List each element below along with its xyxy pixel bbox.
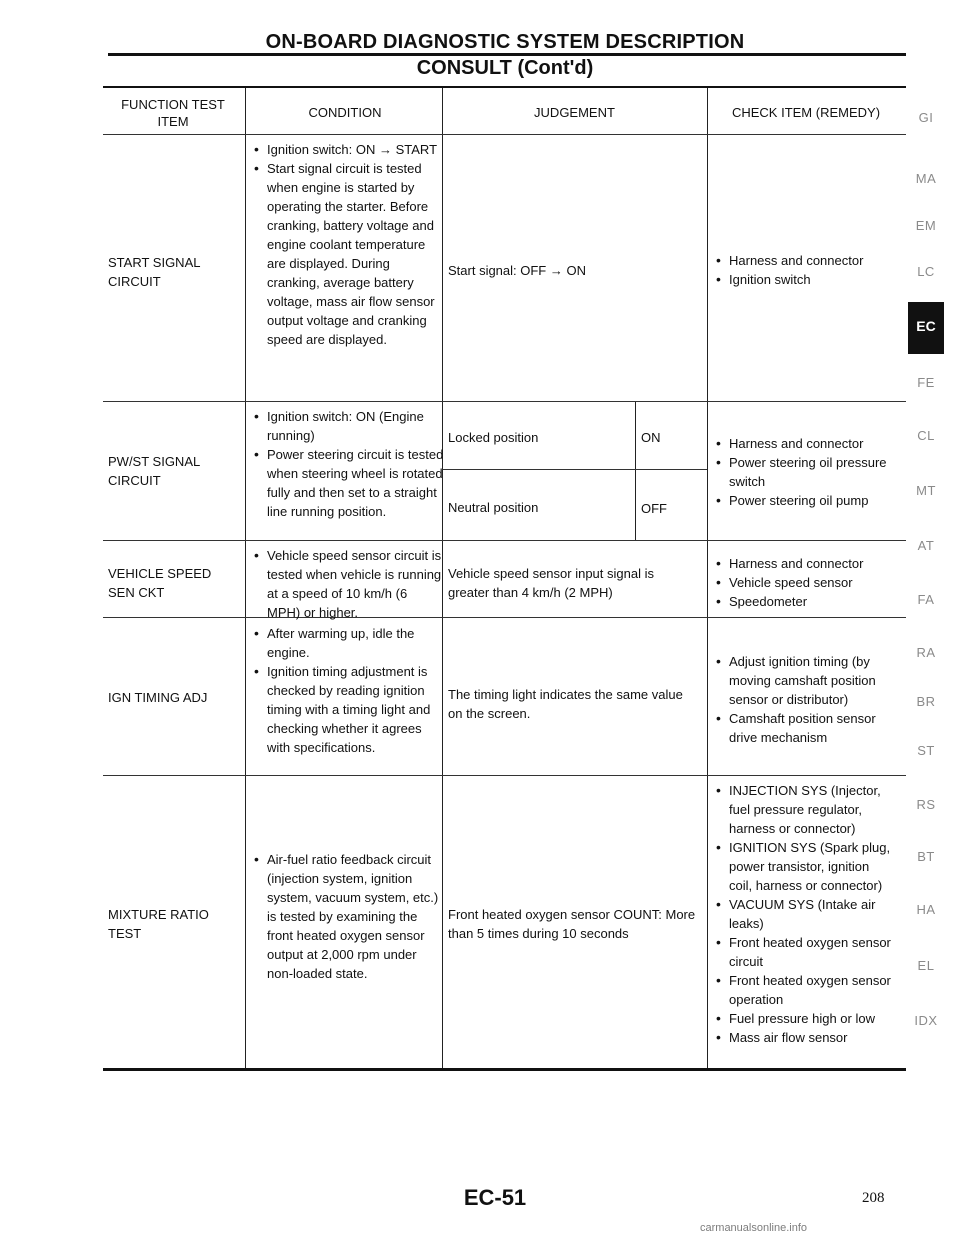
judgement-subdivider — [635, 402, 636, 540]
page-title: ON-BOARD DIAGNOSTIC SYSTEM DESCRIPTION — [265, 31, 745, 53]
column-header-check-item: CHECK ITEM (REMEDY) — [731, 105, 881, 120]
watermark: carmanualsonline.info — [700, 1222, 808, 1234]
row-divider — [103, 617, 906, 618]
judgement-value-off: OFF — [641, 501, 667, 516]
side-tab-ma[interactable]: MA — [915, 171, 937, 186]
condition-item: • Start signal circuit is tested when engine is started by operating the starter. Before cranking, battery voltage and engine coolant temperature are displayed. During cranking, average battery voltage, mass air flow sensor output voltage and cranking speed are displayed. — [254, 159, 444, 349]
condition-item: • Ignition switch: ON → START — [254, 140, 444, 159]
judgement-text: The timing light indicates the same value on the screen. — [448, 687, 683, 721]
row-divider — [103, 540, 906, 541]
section-page-reference: EC-51 — [463, 1185, 527, 1210]
side-tab-st[interactable]: ST — [917, 743, 935, 758]
table-row-item: IGN TIMING ADJ — [108, 690, 208, 705]
column-header-function-test-item: FUNCTION TEST ITEM — [121, 97, 225, 129]
judgement-value-on: ON — [641, 430, 661, 445]
side-tab-ec-active[interactable]: EC — [908, 302, 944, 354]
condition-list — [254, 546, 444, 622]
check-item: • Fuel pressure high or low — [716, 1009, 894, 1028]
column-divider — [245, 88, 246, 1068]
check-item: • Adjust ignition timing (by moving camshaft position sensor or distributor) — [716, 652, 892, 709]
condition-list — [254, 850, 444, 983]
check-item: • IGNITION SYS (Spark plug, power transistor, ignition coil, harness or connector) — [716, 838, 894, 895]
side-tab-idx[interactable]: IDX — [914, 1013, 938, 1028]
side-tab-cl[interactable]: CL — [917, 428, 935, 443]
title-rule — [108, 53, 906, 56]
column-header-condition: CONDITION — [308, 105, 382, 120]
side-tab-br[interactable]: BR — [916, 694, 936, 709]
side-tab-em[interactable]: EM — [915, 218, 937, 233]
check-list — [716, 554, 902, 611]
condition-list — [254, 140, 444, 349]
judgement-row-divider — [442, 469, 707, 470]
check-list — [716, 781, 894, 1047]
table-bottom-rule — [103, 1068, 906, 1071]
check-item: • Speedometer — [716, 592, 902, 611]
condition-list — [254, 624, 444, 757]
check-item: • Harness and connector — [716, 251, 902, 270]
table-row-item: VEHICLE SPEED SEN CKT — [108, 566, 212, 600]
check-item: • Power steering oil pressure switch — [716, 453, 888, 491]
column-header-judgement: JUDGEMENT — [534, 105, 615, 120]
side-tab-el[interactable]: EL — [917, 958, 935, 973]
table-row-item: START SIGNAL CIRCUIT — [108, 255, 200, 289]
judgement-label-neutral: Neutral position — [448, 500, 539, 515]
page-number: 208 — [862, 1190, 885, 1206]
side-tab-mt[interactable]: MT — [916, 483, 936, 498]
judgement-text: Start signal: OFF → ON — [448, 263, 586, 278]
page-subtitle: CONSULT (Cont'd) — [416, 57, 594, 79]
table-top-rule — [103, 86, 906, 88]
check-item: • Front heated oxygen sensor operation — [716, 971, 894, 1009]
condition-item: • Power steering circuit is tested when steering wheel is rotated fully and then set to a straight line running position. — [254, 445, 444, 521]
condition-item: • Air-fuel ratio feedback circuit (injection system, ignition system, vacuum system, etc.) is tested by examining the front heated oxygen sensor output at 2,000 rpm under non-loaded state. — [254, 850, 444, 983]
check-item: • Ignition switch — [716, 270, 902, 289]
check-item: • Power steering oil pump — [716, 491, 888, 510]
row-divider — [103, 775, 906, 776]
check-list — [716, 652, 892, 747]
condition-item: • Ignition timing adjustment is checked by reading ignition timing with a timing light and checking whether it agrees with specifications. — [254, 662, 444, 757]
side-tab-lc[interactable]: LC — [917, 264, 935, 279]
table-row-item: PW/ST SIGNAL CIRCUIT — [108, 454, 200, 488]
check-item: • Camshaft position sensor drive mechanism — [716, 709, 892, 747]
side-tab-ha[interactable]: HA — [916, 902, 936, 917]
side-tab-ra[interactable]: RA — [916, 645, 936, 660]
row-divider — [103, 401, 906, 402]
side-tab-gi[interactable]: GI — [918, 110, 934, 125]
judgement-text: Vehicle speed sensor input signal is greater than 4 km/h (2 MPH) — [448, 566, 654, 600]
condition-list — [254, 407, 444, 521]
check-item: • Vehicle speed sensor — [716, 573, 902, 592]
check-list — [716, 251, 902, 289]
row-divider — [103, 134, 906, 135]
check-item: • Front heated oxygen sensor circuit — [716, 933, 894, 971]
side-tab-at[interactable]: AT — [917, 538, 935, 553]
side-tab-fa[interactable]: FA — [917, 592, 935, 607]
check-item: • Mass air flow sensor — [716, 1028, 894, 1047]
judgement-text: Front heated oxygen sensor COUNT: More than 5 times during 10 seconds — [448, 907, 696, 941]
condition-item: • After warming up, idle the engine. — [254, 624, 444, 662]
check-list — [716, 434, 888, 510]
condition-item: • Ignition switch: ON (Engine running) — [254, 407, 444, 445]
check-item: • Harness and connector — [716, 434, 888, 453]
judgement-label-locked: Locked position — [448, 430, 539, 445]
check-item: • Harness and connector — [716, 554, 902, 573]
check-item: • INJECTION SYS (Injector, fuel pressure regulator, harness or connector) — [716, 781, 894, 838]
side-tab-bt[interactable]: BT — [917, 849, 935, 864]
side-tab-fe[interactable]: FE — [917, 375, 935, 390]
table-row-item: MIXTURE RATIO TEST — [108, 907, 209, 941]
check-item: • VACUUM SYS (Intake air leaks) — [716, 895, 894, 933]
condition-item: • Vehicle speed sensor circuit is tested when vehicle is running at a speed of 10 km/h (6 MPH) or higher. — [254, 546, 444, 622]
side-tab-rs[interactable]: RS — [916, 797, 936, 812]
column-divider — [707, 88, 708, 1068]
